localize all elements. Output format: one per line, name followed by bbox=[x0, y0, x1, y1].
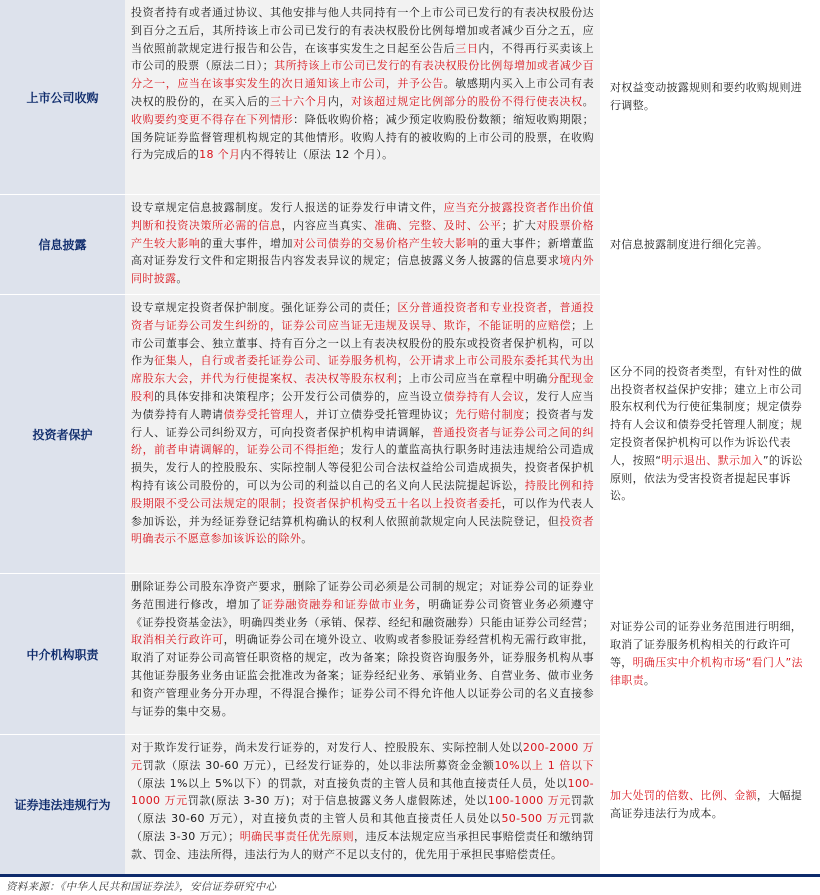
remark-paragraph bbox=[610, 787, 810, 823]
source-note: 资料来源：《中华人民共和国证券法》，安信证券研究中心 bbox=[6, 881, 277, 893]
highlighted-text: 取消相关行政许可 bbox=[131, 633, 224, 647]
text-segment: ，内容应当真实、 bbox=[281, 218, 375, 232]
text-segment: ；上市公司应当在章程中明确 bbox=[397, 372, 548, 386]
highlighted-text: 证券融资融券和证券做市业务 bbox=[261, 597, 417, 611]
highlighted-text: 对股票价格产生较大影响 bbox=[131, 218, 594, 250]
highlighted-text: 区分普通投资者和专业投资者，普通投资者与证券公司发生纠纷的，证券公司应当证无违规及误导、欺诈，不能证明的应赔偿 bbox=[131, 301, 594, 332]
table-row bbox=[0, 0, 820, 194]
text-segment: ，明确证券公司资管业务必须遵守《证券投资基金法》，明确四类业务（承销、保荐、经纪和融资融券）只能由证券公司经营； bbox=[131, 597, 594, 629]
text-segment: 罚款（原法 30-60 万元），已经发行证券的，处以非法所募资金金额 bbox=[142, 758, 495, 772]
text-segment: 的重大事件；新增董监高对证券发行文件和定期报告内容发表异议的规定；信息披露义务人披露的信息要求 bbox=[131, 236, 594, 268]
text-segment: 罚款(原法 3-30 万)；对于信息披露义务人虚假陈述，处以 bbox=[187, 794, 488, 808]
highlighted-text: 18 个月 bbox=[199, 148, 241, 162]
category-label: 证券违法违规行为 bbox=[14, 798, 111, 812]
category-cell bbox=[0, 735, 125, 874]
category-cell bbox=[0, 0, 125, 194]
text-segment: ，发行人应当为债券持有人聘请 bbox=[131, 389, 595, 421]
text-segment: 。 bbox=[643, 673, 656, 687]
text-segment: 的具体安排和决策程序；公开发行公司债券的，应当设立 bbox=[154, 389, 444, 403]
highlighted-text: 投资者明确表示不愿意参加该诉讼的除外 bbox=[131, 514, 594, 546]
remark-cell bbox=[600, 0, 820, 194]
text-segment: 对权益变动披露规则和要约收购规则进行调整。 bbox=[610, 81, 803, 112]
category-cell bbox=[0, 295, 125, 573]
text-segment: ；投资者与发行人、证券公司纠纷双方，可向投资者保护机构申请调解， bbox=[131, 407, 594, 439]
text-segment: 设专章规定投资者保护制度。强化证券公司的责任； bbox=[131, 301, 398, 314]
highlighted-text: 100-1000 万元 bbox=[487, 794, 572, 808]
text-segment: 对于欺诈发行证券，尚未发行证券的，对发行人、控股股东、实际控制人处以 bbox=[131, 741, 523, 754]
category-label: 中介机构职责 bbox=[26, 647, 99, 662]
text-segment: ，并订立债券受托管理协议； bbox=[304, 407, 456, 421]
provision-paragraph bbox=[131, 199, 594, 288]
remark-paragraph bbox=[610, 79, 810, 115]
text-segment: 对证券公司的证券业务范围进行明细，取消了证券服务机构相关的行政许可等， bbox=[610, 620, 803, 669]
text-segment: （原法 1%以上 5%以下）的罚款，对直接负责的主管人员和其他直接责任人员，处以 bbox=[131, 776, 568, 790]
highlighted-text: 普通投资者与证券公司之间的纠纷，前者申请调解的，证券公司不得拒绝 bbox=[131, 425, 594, 457]
highlighted-text: 收购要约变更不得存在下列情形 bbox=[131, 112, 294, 126]
category-cell bbox=[0, 574, 125, 734]
remark-cell bbox=[600, 295, 820, 573]
text-segment: ”的诉讼原则，依法为受害投资者提起民事诉讼。 bbox=[610, 453, 803, 503]
remark-paragraph bbox=[610, 618, 810, 689]
highlighted-text: 100-1000 万元 bbox=[131, 776, 594, 808]
text-segment: ；发行人的董监高执行职务时违法违规给公司造成损失，发行人的控股股东、实际控制人等侵犯公司合法权益给公司造成损失，投资者保护机构持有该公司股份的，可以为公司的利益以自己的名义向人民法院提起诉讼， bbox=[131, 443, 594, 492]
category-cell bbox=[0, 195, 125, 294]
remark-paragraph bbox=[610, 363, 810, 505]
highlighted-text: 准确、完整、及时、公平 bbox=[374, 218, 502, 232]
text-segment: 投资者持有或者通过协议、其他安排与他人共同持有一个上市公司已发行的有表决权股份达到百分之五后，其所持该上市公司已发行的有表决权股份比例每增加或者减少百分之五，应当依照前款规定进行报告和公告，在该事实发生之日起至公告后 bbox=[131, 6, 594, 55]
table-row bbox=[0, 295, 820, 573]
provision-paragraph bbox=[131, 578, 594, 720]
highlighted-text: 债券受托管理人 bbox=[223, 407, 305, 421]
category-label: 上市公司收购 bbox=[26, 90, 99, 105]
text-segment: ，可以作为代表人参加诉讼，并为经证券登记结算机构确认的权利人依照前款规定向人民法院登记，但 bbox=[131, 496, 594, 528]
provision-paragraph bbox=[131, 739, 594, 864]
highlighted-text: 应当充分披露投资者作出价值判断和投资决策所必需的信息 bbox=[131, 201, 594, 232]
remark-paragraph bbox=[610, 236, 768, 254]
highlighted-text: 其所持该上市公司已发行的有表决权股份比例每增加或者减少百分之一，应当在该事实发生的次日通知该上市公司，并予公告 bbox=[131, 59, 594, 91]
text-segment: 内， bbox=[327, 94, 352, 108]
highlighted-text: 200-2000 万元 bbox=[131, 741, 594, 772]
text-segment: 。 bbox=[176, 272, 188, 286]
highlighted-text: 境内外同时披露 bbox=[131, 254, 594, 286]
highlighted-text: 征集人，自行或者委托证券公司、证券服务机构，公开请求上市公司股东委托其代为出席股东大会，并代为行使提案权、表决权等股东权利 bbox=[131, 354, 595, 386]
text-segment: 设专章规定信息披露制度。发行人报送的证券发行申请文件， bbox=[131, 201, 444, 214]
text-segment: ，明确证券公司在境外设立、收购或者参股证券经营机构无需行政审批，取消了对证券公司高管任职资格的规定，改为备案；除投资咨询服务外，证券服务机构从事其他证券服务业务由证监会批准改为备案；证券经纪业务、承销业务、自营业务、做市业务和资产管理业务分开办理，不得混合操作；证券公司不得允许他人以证券公司的名义直接参与证券的集中交易。 bbox=[131, 633, 594, 718]
provision-text-cell bbox=[125, 735, 600, 874]
highlighted-text: 债券持有人会议 bbox=[443, 389, 525, 403]
text-segment: 的重大事件，增加 bbox=[200, 236, 294, 250]
highlighted-text: 明确民事责任优先原则 bbox=[239, 829, 355, 843]
highlighted-text: 明示退出、默示加入 bbox=[661, 453, 763, 467]
table-row bbox=[0, 195, 820, 294]
text-segment: ，违反本法规定应当承担民事赔偿责任和缴纳罚款、罚金、违法所得，违法行为人的财产不足以支付的，优先用于承担民事赔偿责任。 bbox=[131, 829, 594, 861]
highlighted-text: 对公司债券的交易价格产生较大影响 bbox=[293, 236, 479, 250]
category-label: 信息披露 bbox=[38, 238, 87, 252]
remark-cell bbox=[600, 195, 820, 294]
remark-cell bbox=[600, 735, 820, 874]
provision-text-cell bbox=[125, 0, 600, 194]
highlighted-text: 先行赔付制度 bbox=[455, 407, 525, 421]
category-label: 投资者保护 bbox=[32, 427, 93, 442]
highlighted-text: 三日 bbox=[455, 41, 479, 55]
text-segment: ：降低收购价格；减少预定收购股份数额；缩短收购期限；国务院证券监督管理机构规定的其他情形。收购人持有的被收购的上市公司的股票，在收购行为完成后的 bbox=[131, 112, 594, 162]
text-segment: 删除证券公司股东净资产要求，删除了证券公司必须是公司制的规定；对证券公司的证券业务范围进行修改，增加了 bbox=[131, 580, 594, 611]
text-segment: ，大幅提高证券违法行为成本。 bbox=[610, 788, 803, 820]
highlighted-text: 加大处罚的倍数、比例、金额 bbox=[610, 788, 757, 802]
text-segment: 。 bbox=[301, 532, 313, 546]
text-segment: 。 bbox=[582, 94, 595, 108]
provision-text-cell bbox=[125, 574, 600, 734]
provision-text-cell bbox=[125, 295, 600, 573]
text-segment: 。敏感期内买入上市公司有表决权的股份的，在买入后的 bbox=[131, 77, 594, 108]
highlighted-text: 50-500 万元 bbox=[501, 812, 571, 826]
table-row bbox=[0, 735, 820, 874]
highlighted-text: 持股比例和持股期限不受公司法规定的限制 bbox=[131, 478, 594, 510]
provision-paragraph bbox=[131, 4, 594, 164]
highlighted-text: 分配现金股利 bbox=[131, 372, 594, 403]
text-segment: 区分不同的投资者类型，有针对性的做出投资者权益保护安排；建立上市公司股东权利代为行使征集制度；规定债券持有人会议和债券受托管理人制度；规定投资者保护机构可以作为诉讼代表人，按照“ bbox=[610, 364, 803, 467]
text-segment: 罚款（原法 30-60 万元），对直接负责的主管人员和其他直接责任人员处以 bbox=[131, 794, 594, 826]
table-row bbox=[0, 574, 820, 734]
highlighted-text: 明确压实中介机构市场“看门人”法律职责 bbox=[610, 656, 803, 687]
text-segment: ；扩大 bbox=[501, 218, 537, 232]
highlighted-text: 10%以上 1 倍以下 bbox=[494, 758, 594, 772]
highlighted-text: 三十六个月 bbox=[269, 94, 328, 108]
highlighted-text: 对该超过规定比例部分的股份不得行使表决权 bbox=[351, 94, 583, 108]
remark-cell bbox=[600, 574, 820, 734]
provision-paragraph bbox=[131, 299, 594, 548]
text-segment: 罚款（原法 3-30 万元）； bbox=[131, 812, 595, 843]
provision-text-cell bbox=[125, 195, 600, 294]
text-segment: 对信息披露制度进行细化完善。 bbox=[610, 237, 769, 251]
highlighted-text: ；投资者保护机构受五十名以上投资者委托 bbox=[281, 496, 502, 510]
text-segment: 内不得转让（原法 12 个月）。 bbox=[240, 148, 394, 162]
text-segment: 内，不得再行买卖该上市公司的股票（原法二日）； bbox=[131, 41, 594, 73]
text-segment: ；上市公司董事会、独立董事、持有百分之一以上有表决权股份的股东或投资者保护机构，可以作为 bbox=[131, 318, 595, 368]
table-bottom-rule bbox=[0, 874, 820, 877]
